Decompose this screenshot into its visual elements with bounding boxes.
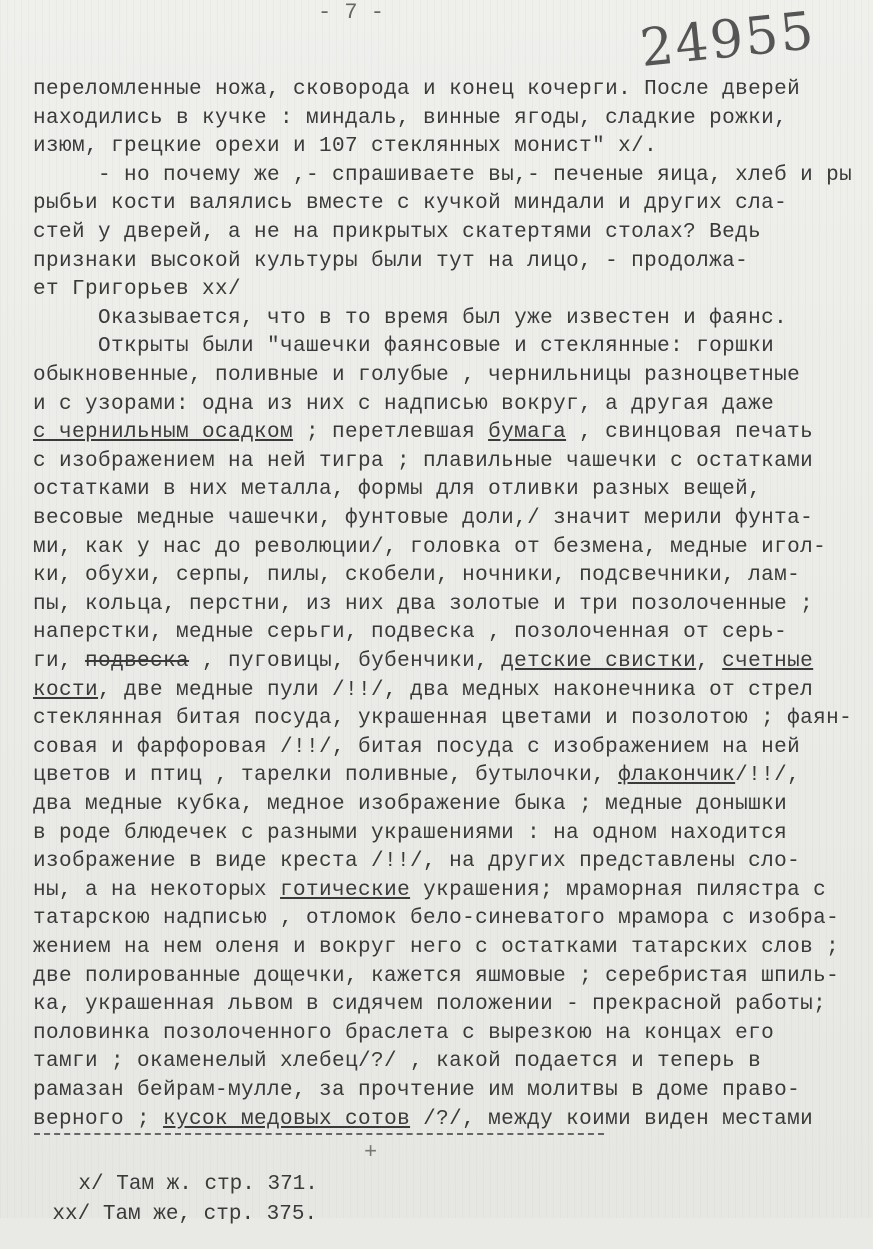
text-line: ки, обухи, серпы, пилы, скобели, ночники, подсвечники, лам- xyxy=(33,564,801,588)
text-line: Оказывается, что в то время был уже известен и фаянс. xyxy=(33,306,788,330)
text-line: обыкновенные, поливные и голубые , чернильницы разноцветные xyxy=(33,364,801,387)
text-line: два медные кубка, медное изображение быка ; медные донышки xyxy=(33,793,788,816)
footnote-divider xyxy=(34,1133,604,1135)
text-line: изображение в виде креста /!!/, на других представлены сло- xyxy=(33,850,801,874)
text-line: ми, как у нас до революции/, головка от безмена, медные игол- xyxy=(33,535,827,559)
text-line: ны, а на некоторых готические украшения; мраморная пилястра с xyxy=(33,878,827,902)
text-line: ет Григорьев хх/ xyxy=(33,278,242,302)
text-line: находились в кучке : миндаль, винные ягоды, сладкие рожки, xyxy=(33,106,788,130)
text-line: тамги ; окаменелый хлебец/?/ , какой подается и теперь в xyxy=(33,1050,762,1074)
text-line: цветов и птиц , тарелки поливные, бутылочки, флакончик/!!/, xyxy=(33,764,801,788)
text-line: с изображением на ней тигра ; плавильные чашечки с остатками xyxy=(33,449,814,473)
text-line: весовые медные чашечки, фунтовые доли,/ значит мерили фунта- xyxy=(33,507,814,530)
pencil-mark: + xyxy=(364,1140,378,1165)
text-line: в роде блюдечек с разными украшениями : на одном находится xyxy=(33,821,788,845)
footnote-1-marker: х/ xyxy=(78,1173,104,1196)
text-line: признаки высокой культуры были тут на лицо, - продолжа- xyxy=(33,249,749,273)
text-line: с чернильным осадком ; перетлевшая бумага , свинцовая печать xyxy=(33,421,814,445)
text-line: татарскою надписью , отломок бело-синеватого мрамора с изобра- xyxy=(33,907,840,931)
text-line: переломленные ножа, сковорода и конец кочерги. После дверей xyxy=(33,78,801,101)
text-line: ка, украшенная львом в сидячем положении - прекрасной работы; xyxy=(33,993,827,1017)
text-line: кости, две медные пули /!!/, два медных наконечника от стрел xyxy=(33,678,814,702)
text-line: остатками в них металла, формы для отливки разных вещей, xyxy=(33,478,762,502)
text-line: стей у дверей, а не на прикрытых скатертями столах? Ведь xyxy=(33,221,762,244)
text-line: две полированные дощечки, кажется яшмовые ; серебристая шпиль- xyxy=(33,964,840,988)
text-line: рамазан бейрам-мулле, за прочтение им молитвы в доме право- xyxy=(33,1079,801,1102)
text-line: стеклянная битая посуда, украшенная цветами и позолотою ; фаян- xyxy=(33,707,853,731)
text-line: половинка позолоченного браслета с вырезкою на концах его xyxy=(33,1021,775,1045)
text-line: изюм, грецкие орехи и 107 стеклянных монист" х/. xyxy=(33,135,658,159)
text-line: пы, кольца, перстни, из них два золотые и три позолоченные ; xyxy=(33,592,814,616)
footnote-2 xyxy=(2,1180,317,1249)
footnote-2-text: Там же, стр. 375. xyxy=(102,1203,318,1226)
text-line: ги, подвеска , пуговицы, бубенчики, детские свистки, счетные xyxy=(33,650,814,673)
text-line: совая и фарфоровая /!!/, битая посуда с изображением на ней xyxy=(33,735,801,759)
text-line: - но почему же ,- спрашиваете вы,- печеные яица, хлеб и ры xyxy=(33,163,853,187)
text-line: рыбьи кости валялись вместе с кучкой миндали и других сла- xyxy=(33,192,788,216)
footnote-1-text: Там ж. стр. 371. xyxy=(116,1173,318,1196)
text-line: Открыты были "чашечки фаянсовые и стеклянные: горшки xyxy=(33,335,775,359)
handwritten-archive-number: 24955 xyxy=(637,0,819,80)
text-line: наперстки, медные серьги, подвеска , позолоченная от серь- xyxy=(33,621,788,645)
text-line: жением на нем оленя и вокруг него с остатками татарских слов ; xyxy=(33,936,840,959)
text-line: верного ; кусок медовых сотов /?/, между коими виден местами xyxy=(33,1107,814,1131)
page-number: - 7 - xyxy=(318,0,385,25)
text-line: и с узорами: одна из них с надписью вокруг, а другая даже xyxy=(33,392,775,416)
footnote-2-marker: хх/ xyxy=(52,1203,91,1226)
